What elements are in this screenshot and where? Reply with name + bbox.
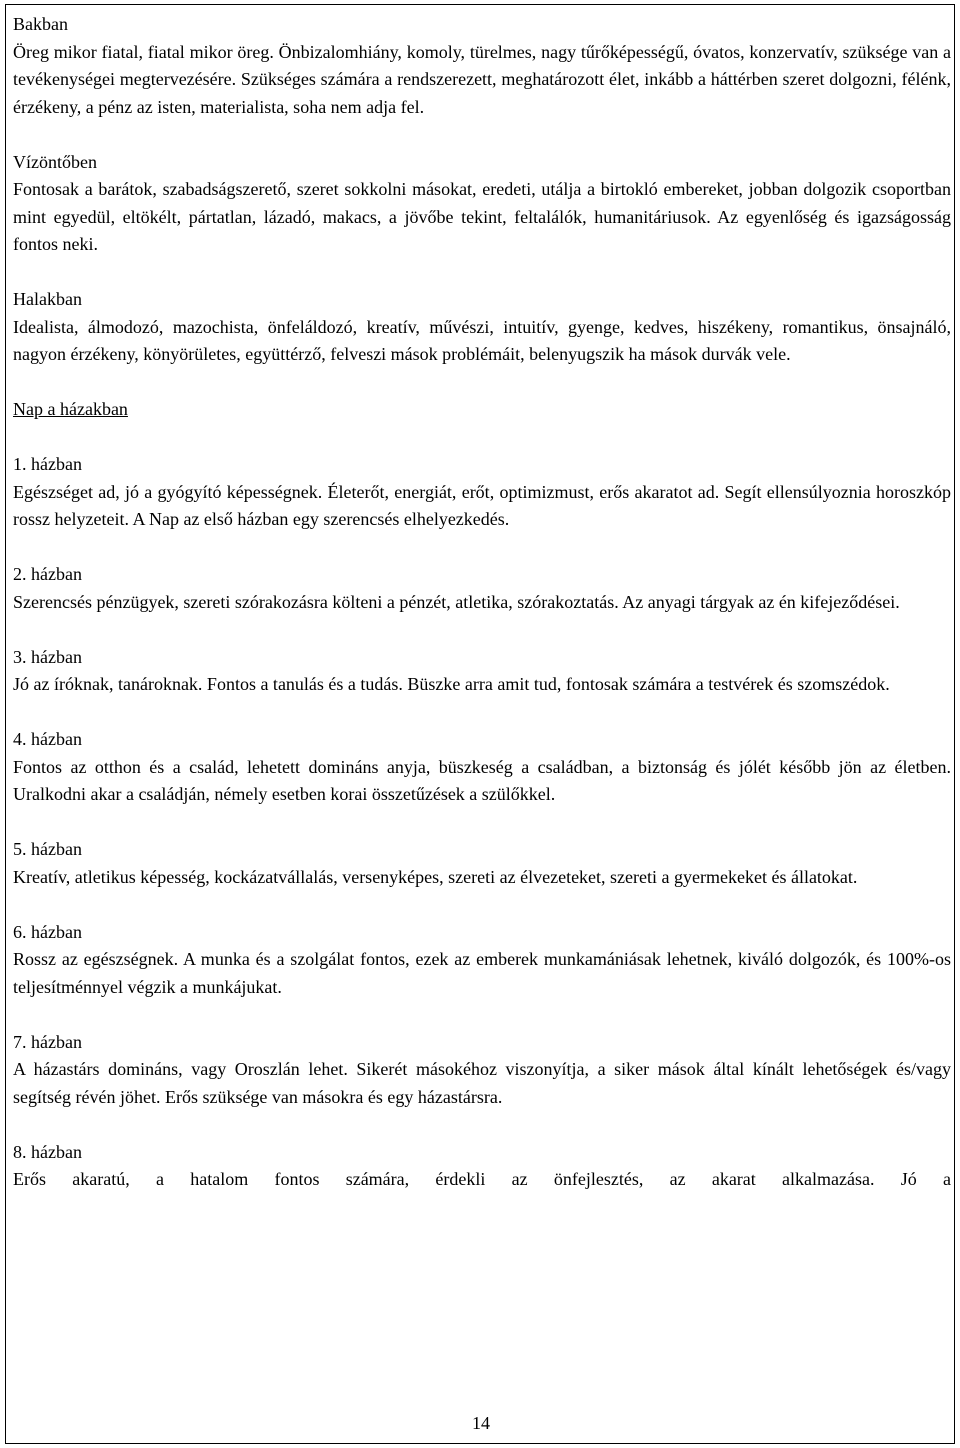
house-title: 4. házban <box>13 729 82 749</box>
house-title: 1. házban <box>13 454 82 474</box>
house-text: Egészséget ad, jó a gyógyító képességnek. Életerőt, energiát, erőt, optimizmust, erős akaratot ad. Segít ellensúlyoznia horoszkóp rossz helyzeteit. A Nap az első házban egy szerencsés elhelyezkedés. <box>13 481 951 529</box>
page-frame <box>5 4 955 1444</box>
house-6 <box>13 919 951 1002</box>
sign-title: Vízöntőben <box>13 151 97 172</box>
house-text: A házastárs domináns, vagy Oroszlán lehet. Sikerét másokéhoz viszonyítja, a siker mások által kínált lehetőségek és/vagy segítség révén jöhet. Erős szüksége van másokra és egy házastársra. <box>13 1059 951 1107</box>
house-text: Rossz az egészségnek. A munka és a szolgálat fontos, ezek az emberek munkamániásak lehetnek, kiváló dolgozók, és 100%-os teljesítménnyel végzik a munkájukat. <box>13 949 951 997</box>
house-text: Fontos az otthon és a család, lehetett domináns anyja, büszkeség a családban, a biztonság és jólét később jön az életben. Uralkodni akar a családján, némely esetben korai összetűzések a szülőkkel. <box>13 756 951 804</box>
page-number: 14 <box>472 1413 490 1433</box>
sign-text: Öreg mikor fiatal, fiatal mikor öreg. Önbizalomhiány, komoly, türelmes, nagy tűrőképességű, óvatos, konzervatív, szüksége van a tevékenységei megtervezésére. Szükséges számára a rendszerezett, meghatározott élet, inkább a háttérben szeret dolgozni, félénk, érzékeny, a pénz az isten, materialista, soha nem adja fel. <box>13 41 951 117</box>
house-3 <box>13 644 951 699</box>
house-title: 8. házban <box>13 1141 82 1162</box>
house-5 <box>13 836 951 891</box>
sign-title: Bakban <box>13 14 68 34</box>
house-title: 2. házban <box>13 564 82 584</box>
house-text: Jó az íróknak, tanároknak. Fontos a tanulás és a tudás. Büszke arra amit tud, fontosak számára a testvérek és szomszédok. <box>13 674 890 694</box>
house-title: 3. házban <box>13 646 82 667</box>
house-4 <box>13 726 951 809</box>
house-text: Erős akaratú, a hatalom fontos számára, érdekli az önfejlesztés, az akarat alkalmazása. Jó a <box>13 1169 951 1189</box>
house-2 <box>13 561 951 616</box>
sign-title: Halakban <box>13 289 82 309</box>
sign-capricorn <box>13 11 951 121</box>
house-text: Kreatív, atletikus képesség, kockázatvállalás, versenyképes, szereti az élvezeteket, szereti a gyermekeket és állatokat. <box>13 866 858 887</box>
house-text: Szerencsés pénzügyek, szereti szórakozásra költeni a pénzét, atletika, szórakoztatás. Az anyagi tárgyak az én kifejeződései. <box>13 591 900 612</box>
house-title: 6. házban <box>13 921 82 942</box>
document-body <box>13 11 951 1221</box>
section-title: Nap a házakban <box>13 399 128 419</box>
house-title: 7. házban <box>13 1031 82 1052</box>
house-7 <box>13 1029 951 1112</box>
house-title: 5. házban <box>13 839 82 859</box>
sign-text: Fontosak a barátok, szabadságszerető, szeret sokkolni másokat, eredeti, utálja a birtokló embereket, jobban dolgozik csoportban mint egyedül, eltökélt, pártatlan, lázadó, makacs, a jövőbe tekint, feltalálók, humanitáriusok. Az egyenlőség és igazságosság fontos neki. <box>13 179 951 254</box>
house-1 <box>13 451 951 534</box>
sign-pisces <box>13 286 951 369</box>
sign-text: Idealista, álmodozó, mazochista, önfeláldozó, kreatív, művészi, intuitív, gyenge, kedves, hiszékeny, romantikus, önsajnáló, nagyon érzékeny, könyörületes, együttérző, felveszi mások problémáit, belenyugszik ha mások durvák vele. <box>13 316 951 364</box>
sign-aquarius <box>13 149 951 259</box>
house-8 <box>13 1139 951 1194</box>
